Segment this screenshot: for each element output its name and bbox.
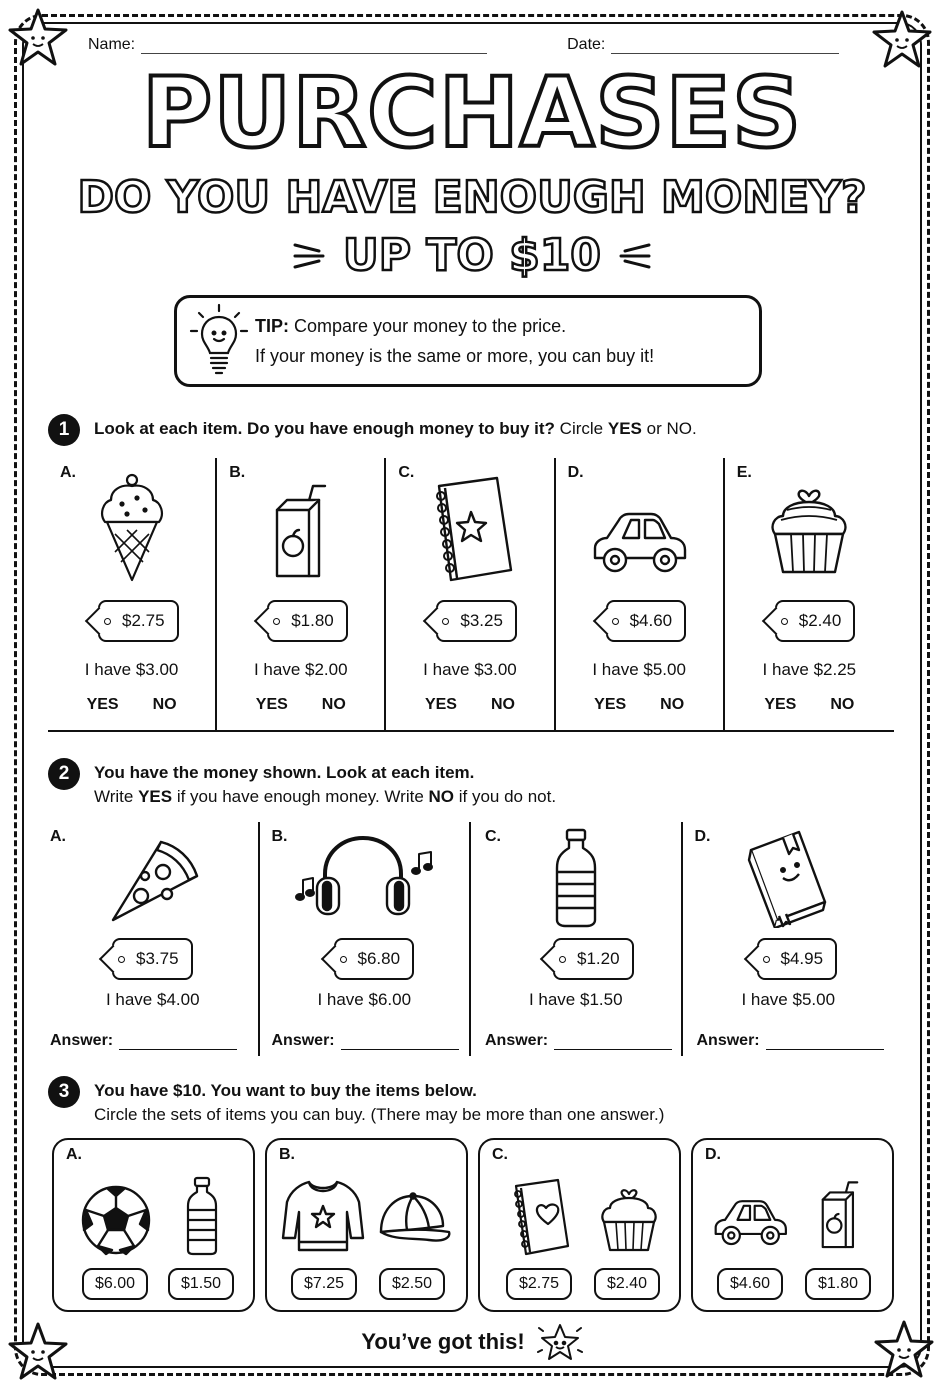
section2-items	[48, 822, 894, 1056]
price-pill: $1.50	[168, 1268, 234, 1300]
item-set[interactable]	[478, 1138, 681, 1312]
price-value: $2.75	[122, 611, 165, 630]
name-field[interactable]	[141, 38, 487, 54]
answer-label: Answer:	[271, 1032, 335, 1049]
section2-heading	[48, 758, 556, 809]
price-value: $1.80	[291, 611, 334, 630]
range-label: UP TO $10	[343, 230, 601, 281]
no-option[interactable]: NO	[830, 696, 855, 713]
section2-no-word: NO	[428, 787, 455, 806]
section2-line2-b: if you have enough money. Write	[172, 787, 429, 806]
item-set[interactable]	[52, 1138, 255, 1312]
section2-item	[260, 822, 472, 1056]
tip-line2: If your money is the same or more, you can buy it!	[255, 346, 655, 366]
set-letter: D.	[705, 1146, 721, 1163]
section2-line2	[94, 785, 556, 809]
price-pill: $2.50	[379, 1268, 445, 1300]
tip-label: TIP:	[255, 316, 289, 336]
price-value: $1.20	[577, 949, 620, 968]
section2-item	[683, 822, 895, 1056]
section1-items	[48, 458, 894, 732]
name-label: Name:	[88, 36, 136, 53]
money-have: I have $6.00	[317, 990, 412, 1009]
section3-line1: You have $10. You want to buy the items below.	[94, 1081, 477, 1100]
item-letter: D.	[567, 464, 584, 481]
section3-number: 3	[48, 1076, 80, 1108]
answer-field[interactable]	[697, 1032, 884, 1050]
price-tag	[757, 938, 838, 980]
answer-field[interactable]	[50, 1032, 237, 1050]
no-option[interactable]: NO	[152, 696, 177, 713]
no-option[interactable]: NO	[660, 696, 685, 713]
item-letter: A.	[50, 828, 66, 845]
encouragement-message: You’ve got this!	[361, 1329, 525, 1354]
item-letter: B.	[271, 828, 288, 845]
price-pill: $7.25	[291, 1268, 357, 1300]
set-letter: B.	[279, 1146, 295, 1163]
section1-instruction: Look at each item. Do you have enough money to buy it?	[94, 419, 555, 438]
page-title: PURCHASES	[141, 57, 803, 169]
price-tag	[436, 600, 517, 642]
item-letter: E.	[736, 464, 752, 481]
item-letter: C.	[485, 828, 501, 845]
juice-box-icon	[817, 1176, 863, 1252]
toy-car-icon	[556, 508, 723, 578]
price-pill: $2.75	[506, 1268, 572, 1300]
answer-label: Answer:	[696, 1032, 760, 1049]
yes-option[interactable]: YES	[764, 696, 797, 713]
date-label: Date:	[567, 36, 606, 53]
section3-heading	[48, 1076, 664, 1127]
no-option[interactable]: NO	[490, 696, 515, 713]
section1-number: 1	[48, 414, 80, 446]
price-tag	[98, 600, 179, 642]
money-have: I have $1.50	[528, 990, 623, 1009]
section2-yes-word: YES	[138, 787, 173, 806]
pizza-slice-icon	[48, 836, 258, 924]
set-letter: C.	[492, 1146, 508, 1163]
price-tag	[267, 600, 348, 642]
date-field[interactable]	[611, 38, 839, 54]
section1-yes-word: YES	[607, 419, 642, 438]
price-value: $2.40	[798, 611, 842, 630]
yes-option[interactable]: YES	[594, 696, 627, 713]
price-tag	[775, 600, 856, 642]
price-pill: $4.60	[717, 1268, 783, 1300]
section1-item	[725, 458, 894, 732]
cupcake-icon	[598, 1184, 660, 1252]
juice-box-icon	[217, 480, 384, 580]
water-bottle-icon	[471, 828, 681, 928]
range-row	[0, 228, 944, 284]
item-letter: C.	[398, 464, 415, 481]
price-tag	[606, 600, 687, 642]
yes-option[interactable]: YES	[424, 696, 457, 713]
price-pill: $1.80	[805, 1268, 871, 1300]
price-value: $3.75	[136, 949, 179, 968]
notebook-icon	[506, 1178, 570, 1256]
toy-car-icon	[711, 1198, 789, 1248]
water-bottle-icon	[184, 1176, 220, 1256]
book-icon	[683, 828, 895, 928]
money-have: I have $3.00	[423, 660, 517, 679]
section2-line2-a: Write	[94, 787, 139, 806]
item-letter: D.	[694, 828, 711, 845]
tip-line1: Compare your money to the price.	[294, 316, 567, 336]
answer-label: Answer:	[485, 1032, 549, 1049]
money-have: I have $5.00	[741, 990, 836, 1009]
section2-line2-c: if you do not.	[454, 787, 557, 806]
burst-right-icon	[619, 241, 651, 271]
section2-item	[48, 822, 260, 1056]
section1-no-word: NO.	[666, 419, 697, 438]
cap-icon	[377, 1192, 453, 1248]
footer	[0, 1322, 944, 1362]
price-tag	[553, 938, 634, 980]
item-set[interactable]	[691, 1138, 894, 1312]
ice-cream-icon	[48, 472, 215, 584]
section2-item	[471, 822, 683, 1056]
section3-sets	[52, 1138, 894, 1312]
section1-heading	[48, 414, 697, 446]
price-value: $6.80	[357, 949, 401, 968]
price-pill: $2.40	[594, 1268, 660, 1300]
section2-number: 2	[48, 758, 80, 790]
headphones-icon	[260, 834, 470, 918]
price-value: $3.25	[460, 611, 503, 630]
section1-or-word: or	[641, 419, 667, 438]
item-letter: B.	[229, 464, 246, 481]
money-have: I have $2.00	[253, 660, 348, 679]
section2-line1: You have the money shown. Look at each item.	[94, 763, 475, 782]
answer-label: Answer:	[50, 1032, 114, 1049]
answer-field[interactable]	[485, 1032, 672, 1050]
item-letter: A.	[60, 464, 76, 481]
tip-box	[174, 295, 762, 387]
name-date-row	[88, 30, 858, 54]
money-have: I have $4.00	[105, 990, 200, 1009]
yes-option[interactable]: YES	[255, 696, 288, 713]
lightbulb-icon	[189, 303, 249, 379]
money-have: I have $2.25	[762, 660, 857, 679]
answer-field[interactable]	[272, 1032, 459, 1050]
section1-item	[217, 458, 386, 732]
price-value: $4.95	[780, 949, 824, 968]
cupcake-icon	[725, 482, 894, 576]
section1-item	[556, 458, 725, 732]
money-have: I have $5.00	[592, 660, 686, 679]
price-tag	[334, 938, 415, 980]
section1-item	[386, 458, 555, 732]
section1-instruction-rest: Circle	[554, 419, 608, 438]
money-have: I have $3.00	[84, 660, 179, 679]
hoodie-icon	[281, 1178, 365, 1254]
section3-line2: Circle the sets of items you can buy. (There may be more than one answer.)	[94, 1105, 665, 1124]
price-value: $4.60	[629, 611, 673, 630]
price-tag	[112, 938, 193, 980]
yes-option[interactable]: YES	[86, 696, 119, 713]
smiling-star-icon	[537, 1322, 583, 1362]
section1-item	[48, 458, 217, 732]
burst-left-icon	[293, 241, 325, 271]
notebook-icon	[386, 474, 553, 584]
price-pill: $6.00	[82, 1268, 148, 1300]
soccer-ball-icon	[80, 1184, 152, 1256]
page-subtitle: DO YOU HAVE ENOUGH MONEY?	[77, 172, 867, 223]
set-letter: A.	[66, 1146, 82, 1163]
tip-text	[255, 311, 654, 371]
item-set[interactable]	[265, 1138, 468, 1312]
no-option[interactable]: NO	[321, 696, 346, 713]
